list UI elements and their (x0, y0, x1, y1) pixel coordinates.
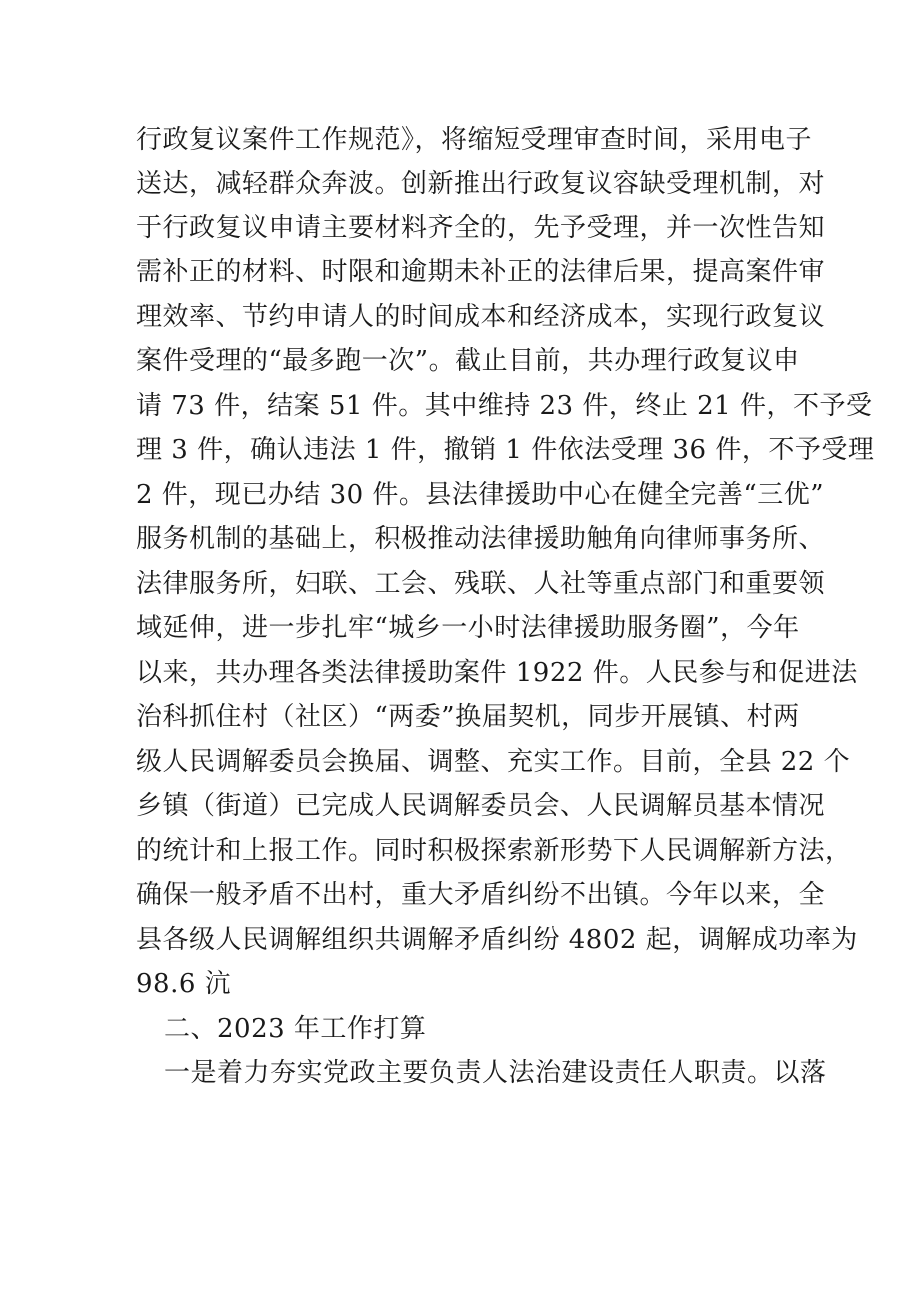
paragraph-line: 案件受理的“最多跑一次”。截止目前，共办理行政复议申 (136, 346, 800, 376)
paragraph-line: 的统计和上报工作。同时积极探索新形势下人民调解新方法， (136, 836, 852, 866)
paragraph-line: 法律服务所，妇联、工会、残联、人社等重点部门和重要领 (136, 569, 826, 599)
paragraph-line: 一是着力夯实党政主要负责人法治建设责任人职责。以落 (164, 1058, 827, 1088)
paragraph-line: 理 3 件，确认违法 1 件，撤销 1 件依法受理 36 件，不予受理 (136, 435, 875, 465)
paragraph-line: 确保一般矛盾不出村，重大矛盾纠纷不出镇。今年以来，全 (136, 880, 826, 910)
paragraph-line: 于行政复议申请主要材料齐全的，先予受理，并一次性告知 (136, 213, 826, 243)
paragraph-line: 请 73 件，结案 51 件。其中维持 23 件，终止 21 件，不予受 (136, 391, 873, 421)
paragraph-line: 治科抓住村（社区）“两委”换届契机，同步开展镇、村两 (136, 702, 800, 732)
paragraph-line: 县各级人民调解组织共调解矛盾纠纷 4802 起，调解成功率为 (136, 925, 858, 955)
paragraph-line: 送达，减轻群众奔波。创新推出行政复议容缺受理机制，对 (136, 169, 826, 199)
paragraph-line: 行政复议案件工作规范》，将缩短受理审查时间，采用电子 (136, 125, 813, 155)
paragraph-line: 2 件，现已办结 30 件。县法律援助中心在健全完善“三优” (136, 480, 825, 510)
paragraph-line: 需补正的材料、时限和逾期未补正的法律后果，提高案件审 (136, 257, 826, 287)
paragraph-line: 服务机制的基础上，积极推动法律援助触角向律师事务所、 (136, 524, 826, 554)
paragraph-line: 理效率、节约申请人的时间成本和经济成本，实现行政复议 (136, 302, 826, 332)
paragraph-line: 域延伸，进一步扎牢“城乡一小时法律援助服务圈”，今年 (136, 613, 800, 643)
section-heading: 二、2023 年工作打算 (164, 1014, 427, 1044)
paragraph-line: 级人民调解委员会换届、调整、充实工作。目前，全县 22 个 (136, 747, 851, 777)
paragraph-line: 乡镇（街道）已完成人民调解委员会、人民调解员基本情况 (136, 791, 826, 821)
paragraph-line: 以来，共办理各类法律援助案件 1922 件。人民参与和促进法 (136, 658, 858, 688)
paragraph-line: 98.6 沆 (136, 969, 232, 999)
